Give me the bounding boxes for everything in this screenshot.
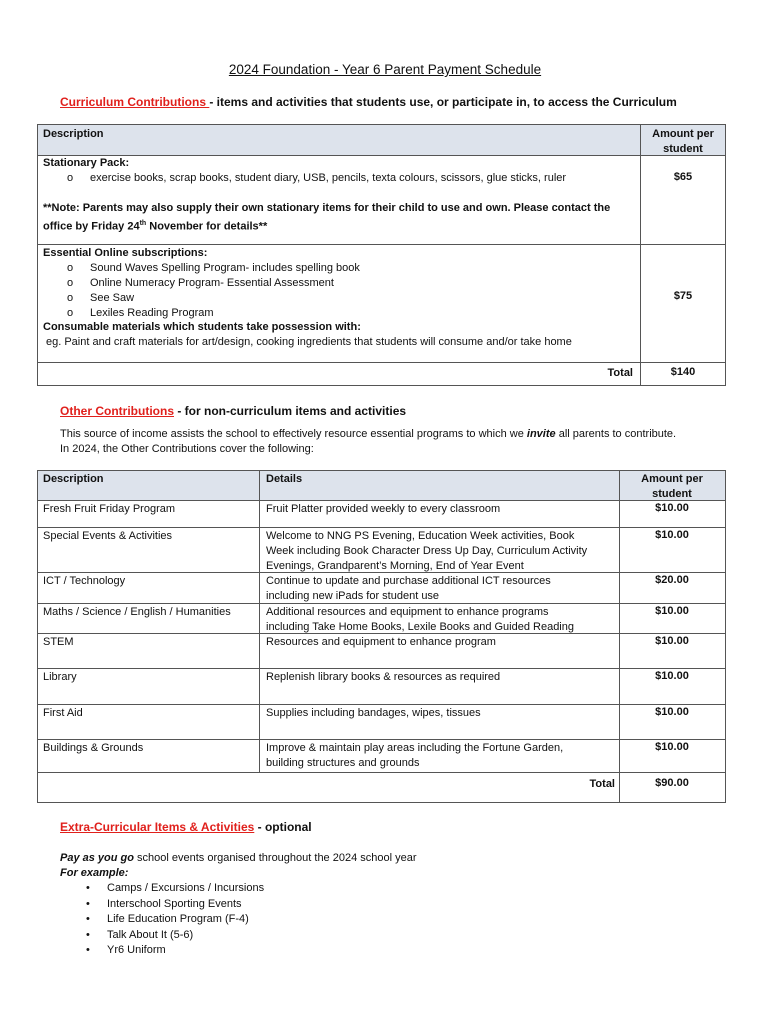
row-details: Supplies including bandages, wipes, tissues (266, 707, 481, 719)
row-details: including Take Home Books, Lexile Books and Guided Reading (266, 621, 574, 633)
online-item: Sound Waves Spelling Program- includes spelling book (90, 262, 360, 274)
page-title: 2024 Foundation - Year 6 Parent Payment Schedule (228, 62, 542, 77)
other-total-label: Total (589, 778, 615, 790)
row-details: including new iPads for student use (266, 590, 440, 602)
row-description: Special Events & Activities (43, 530, 173, 542)
online-amount: $75 (673, 290, 693, 302)
row-details: Continue to update and purchase additional ICT resources (266, 575, 551, 587)
row-amount: $10.00 (655, 670, 689, 682)
row-description: Library (43, 671, 77, 683)
curriculum-total-label: Total (607, 367, 633, 379)
online-title: Essential Online subscriptions: (43, 247, 208, 259)
extra-payg-text: school events organised throughout the 2024 school year (133, 852, 417, 864)
row-amount: $10.00 (655, 706, 689, 718)
curriculum-table-header-bg (37, 124, 726, 155)
row-description: Buildings & Grounds (43, 742, 144, 754)
stationery-note-date: office by Friday 24 (43, 220, 140, 233)
row-description: First Aid (43, 707, 83, 719)
stationery-note-sup: th (139, 220, 147, 227)
online-bullet: o (67, 292, 74, 304)
row-details: Improve & maintain play areas including the Fortune Garden, (266, 742, 564, 754)
row-details: Evenings, Grandparent’s Morning, End of Year Event (266, 560, 524, 572)
stationery-item: exercise books, scrap books, student diary, USB, pencils, texta colours, scissors, glue sticks, ruler (90, 172, 567, 184)
consumable-text: eg. Paint and craft materials for art/design, cooking ingredients that students will consume and/or take home (46, 336, 572, 348)
row-amount: $10.00 (655, 502, 689, 514)
row-details: Additional resources and equipment to enhance programs (266, 606, 549, 618)
other-heading-label: Other Contributions (60, 404, 174, 418)
row-amount: $10.00 (655, 605, 689, 617)
online-item: Online Numeracy Program- Essential Assessment (90, 277, 334, 289)
list-bullet: • (86, 913, 90, 925)
curriculum-heading-description: - items and activities that students use, or participate in, to access the Curriculum (209, 95, 677, 109)
row-details: building structures and grounds (266, 757, 420, 769)
stationery-note-end: November for details** (146, 220, 268, 233)
row-amount: $20.00 (655, 574, 689, 586)
row-details: Fruit Platter provided weekly to every classroom (266, 503, 501, 515)
consumable-title: Consumable materials which students take possession with: (43, 321, 361, 333)
row-amount: $10.00 (655, 635, 689, 647)
other-intro-line2: In 2024, the Other Contributions cover the following: (60, 443, 314, 455)
online-bullet: o (67, 307, 74, 319)
other-col-details: Details (266, 473, 303, 485)
curriculum-heading-label: Curriculum Contributions (60, 95, 210, 109)
list-item: Yr6 Uniform (107, 944, 166, 956)
curriculum-col-amount-line1: Amount per (652, 128, 714, 140)
other-intro-end: all parents to contribute. (555, 428, 677, 440)
row-description: STEM (43, 636, 74, 648)
other-col-amount-line1: Amount per (641, 473, 703, 485)
row-details: Week including Book Character Dress Up Day, Curriculum Activity (266, 545, 588, 557)
other-table (37, 470, 726, 803)
list-item: Camps / Excursions / Incursions (107, 882, 265, 894)
stationery-title: Stationary Pack: (43, 157, 130, 169)
curriculum-heading (60, 95, 677, 109)
other-intro-text: This source of income assists the school to effectively resource essential programs to which we (60, 428, 527, 440)
online-item: Lexiles Reading Program (90, 307, 214, 319)
other-col-amount-line2: student (652, 488, 692, 500)
list-item: Interschool Sporting Events (107, 897, 242, 910)
extra-payg (60, 851, 417, 866)
other-col-description: Description (43, 473, 104, 485)
curriculum-col-amount-line2: student (663, 143, 703, 155)
online-item: See Saw (90, 292, 135, 304)
curriculum-total-amount: $140 (670, 366, 696, 378)
other-heading (60, 404, 406, 418)
row-amount: $10.00 (655, 529, 689, 541)
extra-heading-description: - optional (254, 820, 312, 834)
row-description: Maths / Science / English / Humanities (43, 606, 231, 618)
list-bullet: • (86, 882, 90, 894)
online-bullet: o (67, 277, 74, 289)
other-intro-line1 (60, 427, 676, 442)
row-description: Fresh Fruit Friday Program (43, 503, 176, 515)
row-description: ICT / Technology (43, 575, 126, 587)
curriculum-col-description: Description (43, 128, 104, 140)
curriculum-col-amount (640, 127, 726, 157)
extra-example: For example: (60, 867, 129, 879)
stationery-bullet: o (67, 172, 74, 184)
list-item: Life Education Program (F-4) (107, 913, 249, 925)
stationery-note-line1: **Note: Parents may also supply their own stationary items for their child to use and own. Please contact the (43, 202, 611, 214)
extra-heading (60, 820, 312, 834)
other-heading-description: - for non-curriculum items and activities (174, 404, 407, 418)
other-intro-invite: invite (526, 428, 556, 440)
row-amount: $10.00 (655, 741, 689, 753)
list-bullet: • (86, 928, 90, 941)
online-bullet: o (67, 262, 74, 274)
curriculum-table (37, 124, 726, 386)
stationery-amount: $65 (673, 171, 693, 183)
row-details: Resources and equipment to enhance program (266, 636, 496, 648)
extra-heading-label: Extra-Curricular Items & Activities (60, 820, 255, 834)
row-details: Replenish library books & resources as required (266, 671, 501, 683)
list-bullet: • (86, 897, 90, 910)
list-item: Talk About It (5-6) (107, 928, 194, 941)
other-total-amount: $90.00 (655, 777, 689, 789)
other-col-amount (619, 472, 725, 502)
row-details: Welcome to NNG PS Evening, Education Week activities, Book (266, 530, 575, 542)
extra-payg-label: Pay as you go (60, 852, 134, 864)
list-bullet: • (86, 944, 90, 956)
stationery-note-line2 (43, 216, 267, 235)
